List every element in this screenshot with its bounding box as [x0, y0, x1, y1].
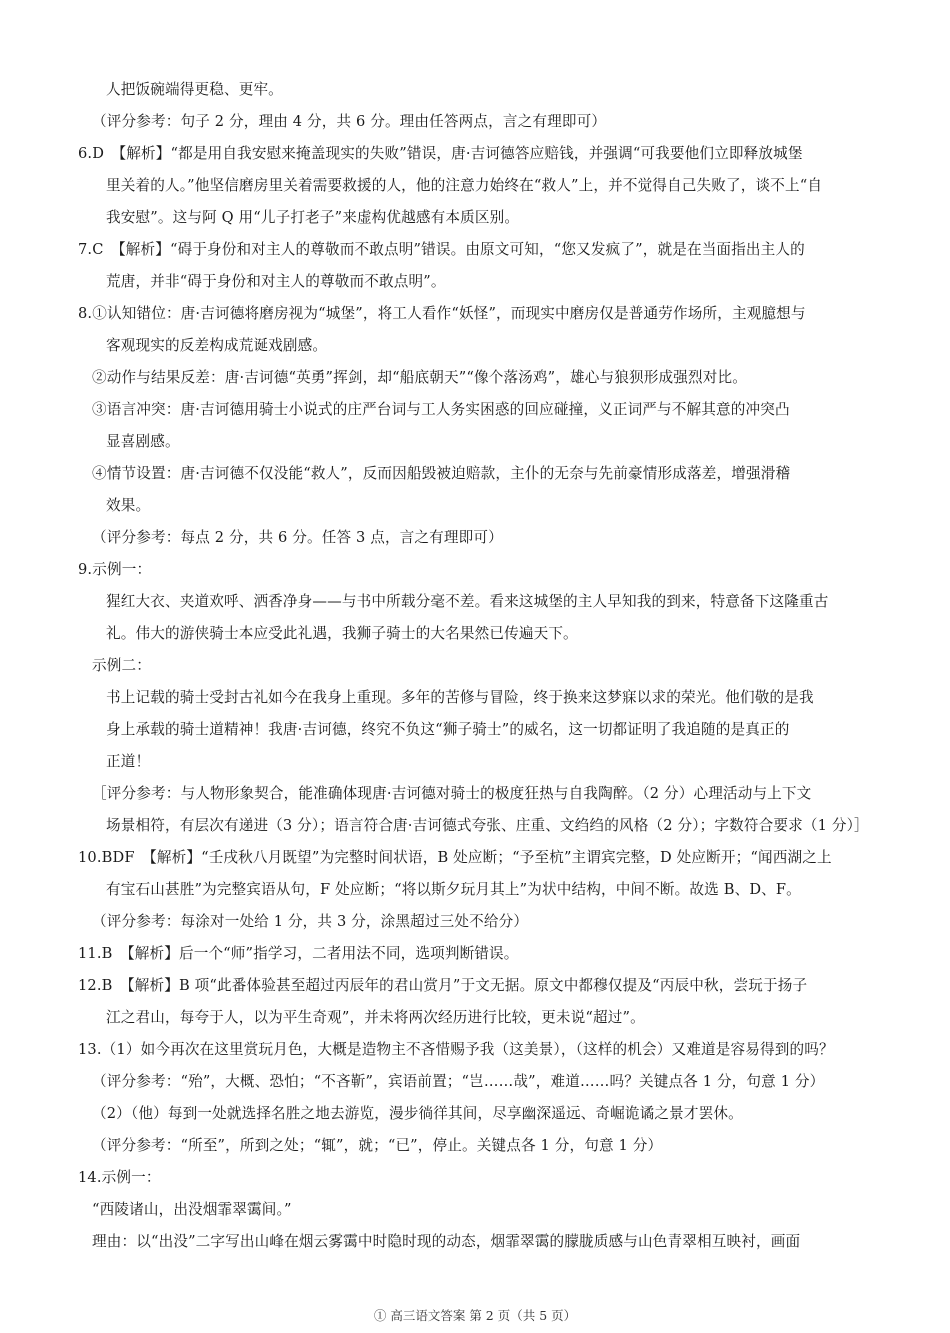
answer-page: [78, 74, 878, 1258]
text-line: 有宝石山甚胜”为完整宾语从句，F 处应断；“将以斯夕玩月其上”为状中结构，中间不断。故选 B、D、F。: [106, 881, 801, 898]
text-line: 我安慰”。这与阿 Q 用“儿子打老子”来虚构优越感有本质区别。: [106, 209, 520, 226]
text-line: ［评分参考：与人物形象契合，能准确体现唐·吉诃德对骑士的极度狂热与自我陶醉。（2 分）心理活动与上下文: [92, 785, 812, 802]
text-line: 荒唐，并非“碍于身份和对主人的尊敬而不敢点明”。: [106, 273, 446, 290]
text-line: 书上记载的骑士受封古礼如今在我身上重现。多年的苦修与冒险，终于换来这梦寐以求的荣光。他们敬的是我: [106, 689, 814, 706]
text-line: 6.D 【解析】“都是用自我安慰来掩盖现实的失败”错误，唐·吉诃德答应赔钱，并强调“可我要他们立即释放城堡: [78, 145, 803, 162]
text-line: 效果。: [106, 497, 151, 514]
text-line: 11.B 【解析】后一个“师”指学习，二者用法不同，选项判断错误。: [78, 945, 519, 962]
text-line: （评分参考：“所至”，所到之处；“辄”，就；“已”，停止。关键点各 1 分，句意 1 分）: [92, 1137, 663, 1154]
text-line: （评分参考：每涂对一处给 1 分，共 3 分，涂黑超过三处不给分）: [92, 913, 529, 930]
text-line: “西陵诸山，出没烟霏翠霭间。”: [92, 1201, 292, 1218]
text-line: （评分参考：句子 2 分，理由 4 分，共 6 分。理由任答两点，言之有理即可）: [92, 113, 607, 130]
text-line: 江之君山，每夸于人，以为平生奇观”，并未将两次经历进行比较，更未说“超过”。: [106, 1009, 645, 1026]
text-line: ②动作与结果反差：唐·吉诃德“英勇”挥剑，却“船底朝天”“像个落汤鸡”，雄心与狼狈形成强烈对比。: [92, 369, 747, 386]
text-line: 显喜剧感。: [106, 433, 180, 450]
text-line: 人把饭碗端得更稳、更牢。: [106, 81, 283, 98]
page-footer: ① 高三语文答案 第 2 页（共 5 页）: [373, 1308, 577, 1323]
text-line: 14.示例一：: [78, 1169, 161, 1186]
text-line: （评分参考：每点 2 分，共 6 分。任答 3 点，言之有理即可）: [92, 529, 503, 546]
text-line: 示例二：: [92, 657, 151, 674]
text-line: 礼。伟大的游侠骑士本应受此礼遇，我狮子骑士的大名果然已传遍天下。: [106, 625, 578, 642]
text-line: （2）（他）每到一处就选择名胜之地去游览，漫步徜徉其间，尽享幽深遥远、奇崛诡谲之景才罢休。: [92, 1105, 743, 1122]
text-line: ④情节设置：唐·吉诃德不仅没能“救人”，反而因船毁被迫赔款，主仆的无奈与先前豪情形成落差，增强滑稽: [92, 465, 791, 482]
text-line: 场景相符，有层次有递进（3 分）；语言符合唐·吉诃德式夸张、庄重、文绉绉的风格（2 分）；字数符合要求（1 分）］: [106, 817, 869, 834]
text-line: 13.（1）如今再次在这里赏玩月色，大概是造物主不吝惜赐予我（这美景），（这样的机会）又难道是容易得到的吗？: [78, 1041, 834, 1058]
text-line: 身上承载的骑士道精神！我唐·吉诃德，终究不负这“狮子骑士”的威名，这一切都证明了我追随的是真正的: [106, 721, 790, 738]
text-line: 10.BDF 【解析】“壬戌秋八月既望”为完整时间状语，B 处应断；“予至杭”主谓宾完整，D 处应断开；“闻西湖之上: [78, 849, 832, 866]
text-line: 猩红大衣、夹道欢呼、洒香净身——与书中所载分毫不差。看来这城堡的主人早知我的到来，特意备下这隆重古: [106, 593, 829, 610]
text-line: 7.C 【解析】“碍于身份和对主人的尊敬而不敢点明”错误。由原文可知，“您又发疯了”，就是在当面指出主人的: [78, 241, 805, 258]
text-line: 8.①认知错位：唐·吉诃德将磨房视为“城堡”，将工人看作“妖怪”，而现实中磨房仅是普通劳作场所，主观臆想与: [78, 305, 806, 322]
text-line: 里关着的人。”他坚信磨房里关着需要救援的人，他的注意力始终在“救人”上，并不觉得自己失败了，谈不上“自: [106, 177, 823, 194]
text-line: 9.示例一：: [78, 561, 152, 578]
text-line: 正道！: [106, 753, 151, 770]
text-line: 理由：以“出没”二字写出山峰在烟云雾霭中时隐时现的动态，烟霏翠霭的朦胧质感与山色青翠相互映衬，画面: [92, 1233, 801, 1250]
text-line: 客观现实的反差构成荒诞戏剧感。: [106, 337, 328, 354]
text-line: ③语言冲突：唐·吉诃德用骑士小说式的庄严台词与工人务实困惑的回应碰撞，义正词严与不解其意的冲突凸: [92, 401, 790, 418]
text-line: （评分参考：“殆”，大概、恐怕；“不吝靳”，宾语前置；“岂……哉”，难道……吗？关键点各 1 分，句意 1 分）: [92, 1073, 825, 1090]
text-line: 12.B 【解析】B 项“此番体验甚至超过丙辰年的君山赏月”于文无据。原文中都穆仅提及“丙辰中秋，尝玩于扬子: [78, 977, 808, 994]
